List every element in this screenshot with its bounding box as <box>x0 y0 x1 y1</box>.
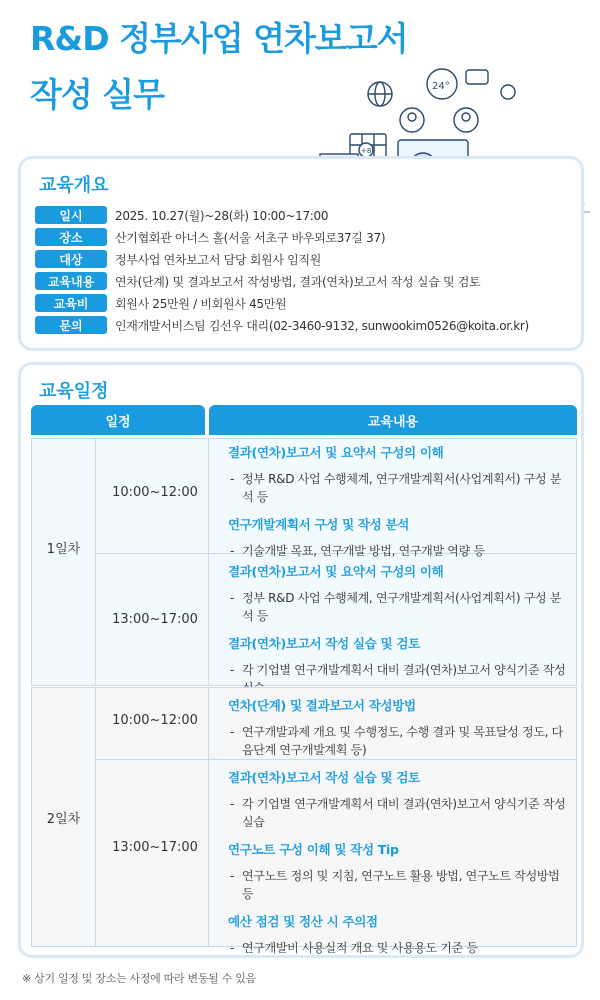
day-label: 1일차 <box>46 542 81 557</box>
info-row-place <box>35 227 385 247</box>
info-value: 2025. 10.27(월)~28(화) 10:00~17:00 <box>115 208 329 223</box>
topic-description: - 기술개발 목표, 연구개발 방법, 연구개발 역량 등 <box>228 542 568 560</box>
info-label: 문의 <box>35 316 107 334</box>
schedule-section-title: 교육일정 <box>39 381 109 402</box>
topic-description: - 연구노트 정의 및 지침, 연구노트 활용 방법, 연구노트 작성방법 등 <box>228 867 568 903</box>
info-row-fee <box>35 293 286 313</box>
topic-title: 결과(연차)보고서 작성 실습 및 검토 <box>228 636 420 651</box>
overview-section-title: 교육개요 <box>39 175 109 196</box>
slot-content <box>228 443 568 569</box>
info-row-contact <box>35 315 529 335</box>
time-slot: 13:00~17:00 <box>112 840 198 855</box>
user-icon-2 <box>454 108 478 132</box>
topic-title: 결과(연차)보고서 및 요약서 구성의 이해 <box>228 445 444 460</box>
overview-card <box>18 156 584 351</box>
counter-text: +8 <box>361 147 372 155</box>
schedule-card <box>18 362 584 958</box>
topic-description: - 정부 R&D 사업 수행체계, 연구개발계획서(사업계획서) 구성 분석 등 <box>228 589 568 625</box>
topic-title: 연구개발계획서 구성 및 작성 분석 <box>228 517 410 532</box>
info-value: 회원사 25만원 / 비회원사 45만원 <box>115 296 287 311</box>
time-slot: 10:00~12:00 <box>112 485 198 500</box>
info-label: 대상 <box>35 250 107 268</box>
time-slot: 10:00~12:00 <box>112 713 198 728</box>
info-label: 교육내용 <box>35 272 107 290</box>
info-value: 산기협회관 아너스 홀(서울 서초구 바우뫼로37길 37) <box>115 230 386 245</box>
topic-description: - 연구개발과제 개요 및 수행정도, 수행 결과 및 목표달성 정도, 다음단계 연구개발계획 등) <box>228 723 568 759</box>
page-title-line2: 작성 실무 <box>30 75 165 114</box>
topic-description: - 각 기업별 연구개발계획서 대비 결과(연차)보고서 양식기준 작성 실습 <box>228 795 568 831</box>
info-row-content <box>35 271 480 291</box>
slot-content <box>228 696 568 768</box>
topic-description: - 연구개발비 사용실적 개요 및 사용용도 기준 등 <box>228 939 568 957</box>
topic-title: 연구노트 구성 이해 및 작성 Tip <box>228 842 399 857</box>
page-title-line1: R&D 정부사업 연차보고서 <box>30 19 408 58</box>
info-row-date <box>35 205 328 225</box>
day-label: 2일차 <box>46 812 81 827</box>
day-block-1 <box>31 438 577 686</box>
day-block-2 <box>31 687 577 955</box>
topic-description: - 각 기업별 연구개발계획서 대비 결과(연차)보고서 양식기준 작성 <box>228 661 568 697</box>
info-label: 장소 <box>35 228 107 246</box>
topic-title: 예산 점검 및 정산 시 주의점 <box>228 914 378 929</box>
column-header-schedule: 일정 <box>31 405 205 435</box>
footnote: ※ 상기 일정 및 장소는 사정에 따라 변동될 수 있음 <box>22 972 256 985</box>
info-value: 정부사업 연차보고서 담당 회원사 임직원 <box>115 252 322 267</box>
time-slot: 13:00~17:00 <box>112 612 198 627</box>
slot-content <box>228 768 568 966</box>
user-icon <box>400 108 424 132</box>
slot-content <box>228 562 568 706</box>
info-row-target <box>35 249 321 269</box>
info-value: 인재개발서비스팀 김선우 대리(02-3460-9132, sunwookim0526@koita.or.kr) <box>115 318 529 333</box>
gear-icon <box>501 85 515 99</box>
topic-description: - 정부 R&D 사업 수행체계, 연구개발계획서(사업계획서) 구성 분석 등 <box>228 470 568 506</box>
chat-bubble-icon <box>466 70 488 84</box>
clock-text: 24° <box>432 81 450 92</box>
topic-title: 결과(연차)보고서 작성 실습 및 검토 <box>228 770 420 785</box>
topic-title: 연차(단계) 및 결과보고서 작성방법 <box>228 698 416 713</box>
info-label: 교육비 <box>35 294 107 312</box>
column-header-content: 교육내용 <box>209 405 577 435</box>
topic-title: 결과(연차)보고서 및 요약서 구성의 이해 <box>228 564 444 579</box>
info-label: 일시 <box>35 206 107 224</box>
info-value: 연차(단계) 및 결과보고서 작성방법, 결과(연차)보고서 작성 실습 및 검토 <box>115 274 481 289</box>
